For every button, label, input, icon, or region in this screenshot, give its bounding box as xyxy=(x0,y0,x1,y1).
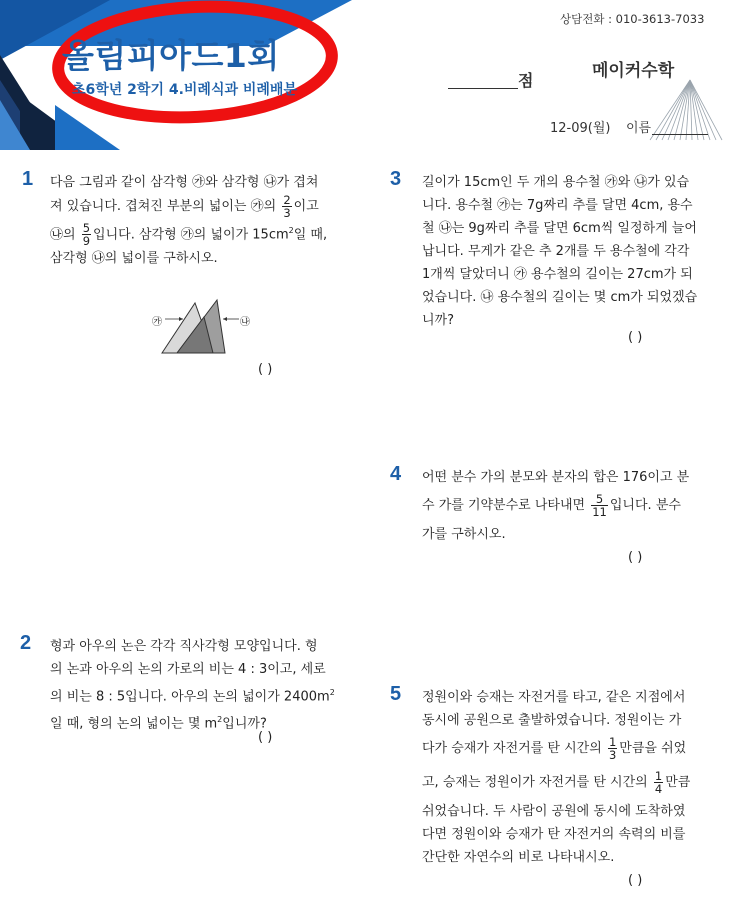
question-line: 동시에 공원으로 출발하였습니다. 정원이는 가 xyxy=(422,713,682,728)
question-line xyxy=(422,732,722,766)
question-line: 삼각형 ㉯의 넓이를 구하시오. xyxy=(50,251,218,267)
contact-phone: 상담전화 : 010-3613-7033 xyxy=(560,12,705,26)
answer-blank[interactable]: ( ) xyxy=(628,550,643,565)
fraction xyxy=(654,770,663,795)
question-line: 어떤 분수 가의 분모와 분자의 합은 176이고 분 xyxy=(422,470,690,485)
question-line xyxy=(50,708,350,735)
fraction-denominator: 11 xyxy=(592,505,607,519)
name-blank[interactable] xyxy=(652,117,708,135)
question-text: 의 비는 8 : 5입니다. 아우의 논의 넓이가 2400m xyxy=(50,689,330,705)
score-label: 점 xyxy=(518,71,534,90)
superscript: 2 xyxy=(329,688,335,697)
worksheet-subtitle: 초6학년 2학기 4.비례식과 비례배분 xyxy=(72,82,297,98)
question-1-text xyxy=(50,171,350,270)
figure-label-na: ㉯ xyxy=(240,317,250,328)
question-number: 1 xyxy=(22,168,34,190)
fraction xyxy=(282,194,291,219)
question-4-text xyxy=(422,466,722,546)
question-text: 만큼 xyxy=(665,775,691,790)
fraction-numerator: 5 xyxy=(82,221,91,236)
question-line xyxy=(422,766,722,800)
answer-blank[interactable]: ( ) xyxy=(258,730,273,745)
question-text: 만큼을 쉬었 xyxy=(619,741,687,756)
question-line: 형과 아우의 논은 각각 직사각형 모양입니다. 형 xyxy=(50,639,318,654)
question-number: 2 xyxy=(20,632,32,654)
arrow-head xyxy=(179,317,183,321)
question-text: 져 있습니다. 겹쳐진 부분의 넓이는 ㉮의 xyxy=(50,199,277,214)
question-line xyxy=(50,194,350,219)
answer-blank[interactable]: ( ) xyxy=(628,873,643,888)
question-3-text xyxy=(422,171,722,332)
overlapping-triangles-figure xyxy=(145,298,260,358)
arrow-head xyxy=(223,317,227,321)
fraction xyxy=(608,736,617,761)
question-line: 다음 그림과 같이 삼각형 ㉮와 삼각형 ㉯가 겹쳐 xyxy=(50,175,319,190)
fraction-denominator: 9 xyxy=(82,234,91,249)
question-text: 이고 xyxy=(293,199,319,214)
question-2-text xyxy=(50,635,350,736)
superscript: 2 xyxy=(217,715,223,725)
question-text: 고, 승재는 정원이가 자전거를 탄 시간의 xyxy=(422,775,648,790)
question-line: 가를 구하시오. xyxy=(422,527,506,542)
question-line: 1개씩 달았더니 ㉮ 용수철의 길이는 27cm가 되 xyxy=(422,267,693,282)
fraction xyxy=(82,222,91,247)
fraction xyxy=(591,493,608,518)
worksheet-title: 올림피아드1회 xyxy=(62,36,280,75)
figure-label-ga: ㉮ xyxy=(152,317,162,328)
question-line: 정원이와 승재는 자전거를 타고, 같은 지점에서 xyxy=(422,690,686,705)
fraction-denominator: 4 xyxy=(654,782,663,796)
answer-blank[interactable]: ( ) xyxy=(258,362,273,377)
name-label: 이름 xyxy=(626,121,652,136)
question-line: 니다. 용수철 ㉮는 7g짜리 추를 달면 4cm, 용수 xyxy=(422,198,693,213)
question-line xyxy=(50,219,350,247)
question-text: 일 때, 형의 논의 넓이는 몇 m xyxy=(50,716,218,732)
question-line: 쉬었습니다. 두 사람이 공원에 동시에 도착하였 xyxy=(422,804,686,819)
brand-name: 메이커수학 xyxy=(592,61,675,81)
question-text: 수 가를 기약분수로 나타내면 xyxy=(422,498,586,513)
question-text: 다가 승재가 자전거를 탄 시간의 xyxy=(422,741,602,756)
fraction-numerator: 1 xyxy=(654,769,663,783)
score-blank[interactable] xyxy=(448,68,518,89)
question-line: 철 ㉯는 9g짜리 추를 달면 6cm씩 일정하게 늘어 xyxy=(422,221,697,236)
question-line xyxy=(50,681,350,708)
superscript: 2 xyxy=(288,226,294,235)
fraction-numerator: 5 xyxy=(595,492,604,506)
question-number: 3 xyxy=(390,168,402,190)
fraction-numerator: 1 xyxy=(608,735,617,749)
fraction-denominator: 3 xyxy=(283,206,291,220)
question-5-text xyxy=(422,686,722,869)
question-text: 입니다. 분수 xyxy=(609,498,681,513)
question-line: 다면 정원이와 승재가 탄 자전거의 속력의 비를 xyxy=(422,827,686,842)
answer-blank[interactable]: ( ) xyxy=(628,330,643,345)
fraction-numerator: 2 xyxy=(283,193,291,207)
question-text: 입니까? xyxy=(222,716,267,732)
worksheet-header xyxy=(0,0,751,150)
question-line: 의 논과 아우의 논의 가로의 비는 4 : 3이고, 세로 xyxy=(50,662,326,677)
question-line: 납니다. 무게가 같은 추 2개를 두 용수철에 각각 xyxy=(422,244,690,259)
question-line: 었습니다. ㉯ 용수철의 길이는 몇 cm가 되었겠습 xyxy=(422,290,698,305)
worksheet-date: 12-09(월) xyxy=(550,121,611,136)
question-text: 입니다. 삼각형 ㉮의 넓이가 15cm xyxy=(93,227,289,243)
question-line: 길이가 15cm인 두 개의 용수철 ㉮와 ㉯가 있습 xyxy=(422,175,690,190)
question-line xyxy=(422,489,722,523)
question-line: 니까? xyxy=(422,313,455,328)
fraction-denominator: 3 xyxy=(608,748,617,762)
question-line: 간단한 자연수의 비로 나타내시오. xyxy=(422,850,615,865)
question-number: 5 xyxy=(390,683,402,705)
question-text: ㉯의 xyxy=(50,227,76,243)
question-text: 일 때, xyxy=(293,227,328,243)
question-number: 4 xyxy=(390,463,402,485)
